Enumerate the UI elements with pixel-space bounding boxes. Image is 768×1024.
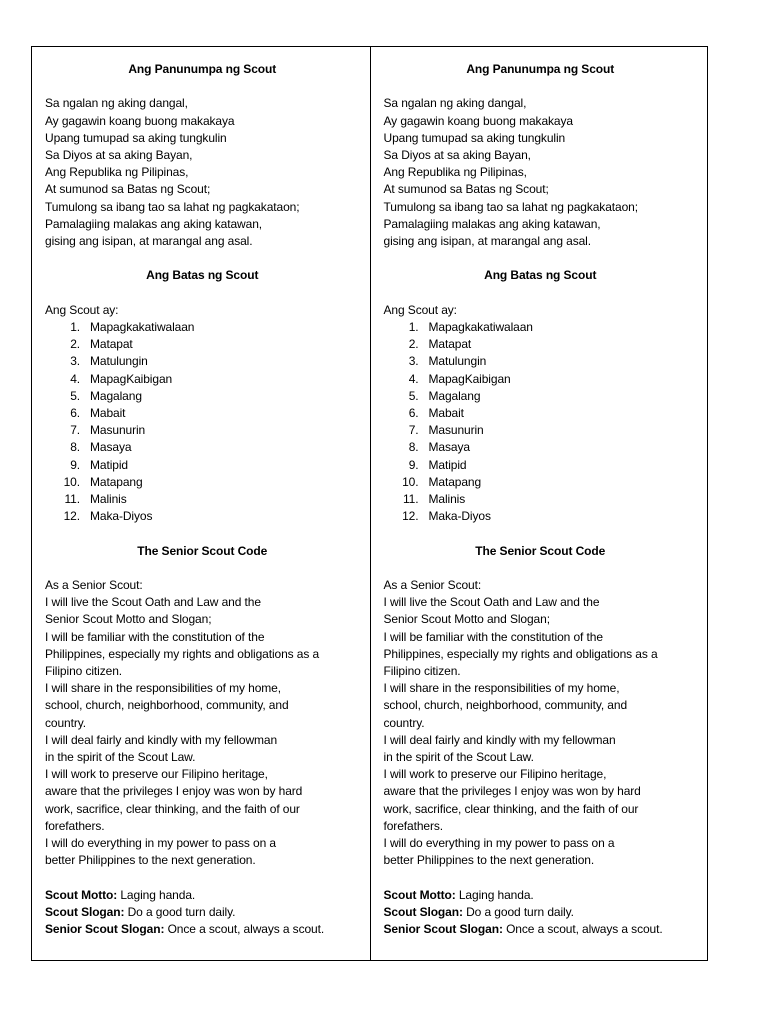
code-title: The Senior Scout Code xyxy=(475,543,606,558)
list-item xyxy=(384,491,698,508)
scout-slogan-value: Do a good turn daily. xyxy=(124,904,236,919)
scout-slogan xyxy=(384,904,698,921)
oath-line: Ang Republika ng Pilipinas, xyxy=(383,165,527,180)
code-paragraph-first-line xyxy=(384,835,698,852)
spacer xyxy=(45,250,360,267)
oath-line: Upang tumupad sa aking tungkulin xyxy=(45,130,227,145)
list-item xyxy=(45,388,360,405)
code-paragraph-text: I will deal fairly and kindly with my fellowman xyxy=(383,732,616,747)
list-item-text: Matapang xyxy=(90,474,143,489)
code-paragraph-text: I will work to preserve our Filipino heritage, xyxy=(383,767,607,782)
code-paragraph-line: Filipino citizen. xyxy=(383,663,461,678)
list-item xyxy=(45,353,360,370)
code-paragraph-text: I will work to preserve our Filipino heritage, xyxy=(45,767,268,782)
list-item-text: Maka-Diyos xyxy=(90,509,153,524)
code-paragraph-text: I will deal fairly and kindly with my fellowman xyxy=(45,732,278,747)
list-item xyxy=(45,422,360,439)
scout-motto xyxy=(45,887,360,904)
code-paragraph-first-line xyxy=(45,594,360,611)
list-item-text: Mabait xyxy=(90,405,126,420)
code-paragraph-line: Senior Scout Motto and Slogan; xyxy=(383,612,550,627)
list-item-number: 2. xyxy=(70,337,80,352)
scout-motto-value: Laging handa. xyxy=(455,887,534,902)
oath-line: Ay gagawin koang buong makakaya xyxy=(383,113,573,128)
list-item-number: 6. xyxy=(70,405,80,420)
list-item xyxy=(384,508,698,525)
list-item xyxy=(45,371,360,388)
scout-motto xyxy=(384,887,698,904)
senior-scout-slogan-label: Senior Scout Slogan: xyxy=(45,922,165,937)
list-item xyxy=(384,371,698,388)
list-item-text: Magalang xyxy=(90,388,142,403)
scout-law-list xyxy=(384,319,698,525)
code-intro: As a Senior Scout: xyxy=(45,577,143,592)
code-paragraph-text: I will be familiar with the constitution of the xyxy=(45,629,265,644)
code-paragraph-first-line xyxy=(45,835,360,852)
list-item xyxy=(384,439,698,456)
code-paragraph-first-line xyxy=(45,629,360,646)
code-paragraph-line: forefathers. xyxy=(383,818,443,833)
list-item-number: 12. xyxy=(402,509,419,524)
left-column xyxy=(32,47,370,960)
list-item xyxy=(384,405,698,422)
list-item-number: 10. xyxy=(402,474,419,489)
list-item-text: Mapagkakatiwalaan xyxy=(90,319,195,334)
code-paragraph-text: I will be familiar with the constitution of the xyxy=(383,629,603,644)
code-paragraph-line: in the spirit of the Scout Law. xyxy=(45,750,196,764)
code-paragraph-line: Philippines, especially my rights and obligations as a xyxy=(45,646,320,661)
list-item-number: 10. xyxy=(63,474,80,489)
spacer xyxy=(384,250,698,267)
list-item xyxy=(384,474,698,491)
senior-scout-slogan xyxy=(384,921,698,938)
oath-line: Pamalagiing malakas ang aking katawan, xyxy=(45,216,262,231)
code-paragraph-first-line xyxy=(384,680,698,697)
list-item-text: Mabait xyxy=(428,405,464,420)
list-item xyxy=(384,319,698,336)
list-item-text: Malinis xyxy=(90,492,127,506)
list-item-text: Masunurin xyxy=(428,423,484,438)
senior-scout-slogan-label: Senior Scout Slogan: xyxy=(383,922,503,937)
list-item-text: Matapat xyxy=(428,337,472,352)
oath-line: Upang tumupad sa aking tungkulin xyxy=(383,130,566,145)
spacer xyxy=(45,78,360,95)
list-item-text: Matapang xyxy=(428,474,482,489)
oath-line: Sa Diyos at sa aking Bayan, xyxy=(45,147,193,162)
list-item-number: 9. xyxy=(408,457,419,472)
code-paragraph-text: I will do everything in my power to pass on a xyxy=(45,836,276,851)
list-item-text: Mapagkakatiwalaan xyxy=(428,319,533,334)
list-item-number: 8. xyxy=(70,440,80,455)
scout-law-list xyxy=(45,319,360,525)
oath-line: Ay gagawin koang buong makakaya xyxy=(45,113,235,128)
senior-scout-slogan-value: Once a scout, always a scout. xyxy=(164,922,325,937)
scout-motto-label: Scout Motto: xyxy=(45,887,118,902)
batas-intro: Ang Scout ay: xyxy=(45,302,119,317)
list-item-number: 11. xyxy=(403,492,419,506)
oath-line: Sa Diyos at sa aking Bayan, xyxy=(383,147,531,162)
list-item-text: Malinis xyxy=(428,492,466,506)
panunumpa-title: Ang Panunumpa ng Scout xyxy=(466,62,615,76)
scout-motto-label: Scout Motto: xyxy=(383,887,456,902)
oath-line: Tumulong sa ibang tao sa lahat ng pagkakataon; xyxy=(45,199,300,214)
oath-line: Sa ngalan ng aking dangal, xyxy=(45,96,188,111)
code-paragraph-first-line xyxy=(45,680,360,697)
code-paragraph-text: I will live the Scout Oath and Law and the xyxy=(383,595,600,610)
document-table xyxy=(31,46,708,961)
list-item-number: 7. xyxy=(70,423,80,438)
code-paragraph-first-line xyxy=(384,766,698,783)
list-item-number: 1. xyxy=(70,319,80,334)
batas-title: Ang Batas ng Scout xyxy=(484,268,597,283)
list-item xyxy=(45,336,360,353)
code-paragraph-line: work, sacrifice, clear thinking, and the faith of our xyxy=(45,801,300,816)
list-item xyxy=(45,319,360,336)
list-item-number: 2. xyxy=(408,337,419,352)
code-paragraph-line: country. xyxy=(383,715,425,730)
code-paragraph-line: school, church, neighborhood, community, and xyxy=(45,698,289,713)
list-item-text: Maka-Diyos xyxy=(428,509,491,524)
code-paragraph-first-line xyxy=(384,594,698,611)
list-item-number: 4. xyxy=(408,371,419,386)
list-item-text: Masaya xyxy=(90,440,132,455)
list-item xyxy=(45,457,360,474)
spacer xyxy=(45,869,360,886)
oath-line: gising ang isipan, at marangal ang asal. xyxy=(383,234,591,248)
code-paragraph-first-line xyxy=(384,732,698,749)
batas-intro: Ang Scout ay: xyxy=(383,302,457,317)
list-item xyxy=(45,439,360,456)
code-intro: As a Senior Scout: xyxy=(383,577,482,592)
code-paragraph-text: I will share in the responsibilities of my home, xyxy=(383,681,620,696)
scout-slogan-label: Scout Slogan: xyxy=(383,904,463,919)
list-item xyxy=(384,457,698,474)
code-paragraph-line: aware that the privileges I enjoy was won by hard xyxy=(383,784,641,799)
oath-line: Tumulong sa ibang tao sa lahat ng pagkakataon; xyxy=(383,199,638,214)
code-paragraph-line: in the spirit of the Scout Law. xyxy=(383,750,534,764)
list-item-text: MapagKaibigan xyxy=(428,371,511,386)
code-paragraph-line: better Philippines to the next generation. xyxy=(45,853,256,868)
batas-title: Ang Batas ng Scout xyxy=(146,268,259,283)
list-item xyxy=(384,353,698,370)
list-item-number: 3. xyxy=(408,354,419,369)
list-item-text: Matipid xyxy=(428,457,467,472)
list-item-number: 5. xyxy=(70,388,80,403)
spacer xyxy=(384,525,698,542)
list-item xyxy=(384,388,698,405)
panunumpa-title: Ang Panunumpa ng Scout xyxy=(128,62,277,76)
spacer xyxy=(384,869,698,886)
oath-line: At sumunod sa Batas ng Scout; xyxy=(45,182,211,197)
list-item-number: 7. xyxy=(408,423,419,438)
list-item-text: Matipid xyxy=(90,457,128,472)
list-item-number: 3. xyxy=(70,354,80,369)
oath-line: Sa ngalan ng aking dangal, xyxy=(383,96,527,111)
list-item-number: 8. xyxy=(408,440,419,455)
list-item xyxy=(384,336,698,353)
code-paragraph-line: Philippines, especially my rights and obligations as a xyxy=(383,646,658,661)
code-paragraph-line: Filipino citizen. xyxy=(45,663,122,678)
code-paragraph-line: work, sacrifice, clear thinking, and the faith of our xyxy=(383,801,639,816)
spacer xyxy=(384,285,698,302)
list-item xyxy=(45,405,360,422)
list-item-number: 6. xyxy=(408,405,419,420)
oath-line: gising ang isipan, at marangal ang asal. xyxy=(45,234,253,248)
scout-slogan-value: Do a good turn daily. xyxy=(462,904,574,919)
list-item xyxy=(45,508,360,525)
spacer xyxy=(45,560,360,577)
oath-line: At sumunod sa Batas ng Scout; xyxy=(383,182,549,197)
code-paragraph-line: Senior Scout Motto and Slogan; xyxy=(45,612,212,627)
list-item-number: 1. xyxy=(408,319,419,334)
list-item-number: 5. xyxy=(408,388,419,403)
list-item xyxy=(45,474,360,491)
oath-line: Pamalagiing malakas ang aking katawan, xyxy=(383,216,601,231)
list-item-text: Matulungin xyxy=(90,354,148,369)
list-item-number: 11. xyxy=(64,492,80,506)
code-paragraph-first-line xyxy=(384,629,698,646)
list-item-number: 9. xyxy=(70,457,80,472)
code-paragraph-line: country. xyxy=(45,715,86,730)
scout-slogan xyxy=(45,904,360,921)
code-paragraph-line: aware that the privileges I enjoy was won by hard xyxy=(45,784,303,799)
list-item-text: Matapat xyxy=(90,337,133,352)
list-item-text: Magalang xyxy=(428,388,481,403)
code-paragraph-line: forefathers. xyxy=(45,818,105,833)
code-paragraph-line: school, church, neighborhood, community, and xyxy=(383,698,628,713)
list-item-text: MapagKaibigan xyxy=(90,371,173,386)
scout-motto-value: Laging handa. xyxy=(117,887,196,902)
spacer xyxy=(384,560,698,577)
list-item-text: Masaya xyxy=(428,440,470,455)
list-item xyxy=(384,422,698,439)
spacer xyxy=(45,525,360,542)
spacer xyxy=(45,285,360,302)
oath-line: Ang Republika ng Pilipinas, xyxy=(45,165,189,180)
scout-slogan-label: Scout Slogan: xyxy=(45,904,125,919)
list-item-number: 4. xyxy=(70,371,80,386)
code-title: The Senior Scout Code xyxy=(137,543,268,558)
right-column xyxy=(370,47,708,960)
list-item xyxy=(45,491,360,508)
code-paragraph-text: I will do everything in my power to pass on a xyxy=(383,836,615,851)
list-item-number: 12. xyxy=(63,509,80,524)
list-item-text: Matulungin xyxy=(428,354,487,369)
code-paragraph-line: better Philippines to the next generation. xyxy=(383,853,595,868)
code-paragraph-first-line xyxy=(45,766,360,783)
senior-scout-slogan xyxy=(45,921,360,938)
code-paragraph-text: I will live the Scout Oath and Law and the xyxy=(45,595,261,610)
spacer xyxy=(384,78,698,95)
senior-scout-slogan-value: Once a scout, always a scout. xyxy=(502,922,663,937)
code-paragraph-first-line xyxy=(45,732,360,749)
list-item-text: Masunurin xyxy=(90,423,146,438)
code-paragraph-text: I will share in the responsibilities of my home, xyxy=(45,681,281,696)
